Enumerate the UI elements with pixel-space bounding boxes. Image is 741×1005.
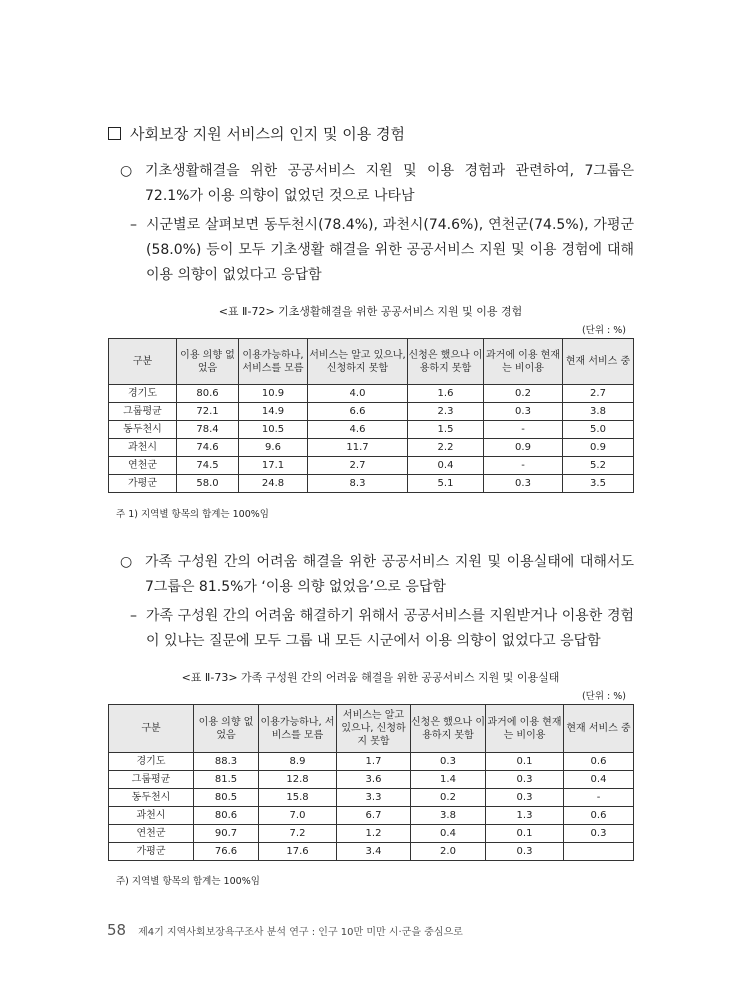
row-label-cell: 가평군 [109, 843, 194, 861]
table-cell: 2.3 [408, 403, 484, 421]
bullet-sub-1 [130, 213, 634, 288]
table-cell: 78.4 [177, 421, 239, 439]
table-cell: - [484, 457, 563, 475]
square-bullet-icon [108, 127, 121, 140]
table-cell: 0.3 [411, 753, 486, 771]
table-cell: 2.7 [308, 457, 408, 475]
table2-header: 이용 의향 없었음 [194, 705, 259, 753]
table-cell: 0.3 [484, 475, 563, 493]
table-cell: 24.8 [239, 475, 308, 493]
circle-bullet-icon: ○ [120, 554, 133, 570]
table-cell: 74.6 [177, 439, 239, 457]
row-label-cell: 연천군 [109, 457, 177, 475]
row-label-cell: 경기도 [109, 753, 194, 771]
table-row [109, 385, 634, 403]
table-cell: 4.6 [308, 421, 408, 439]
table-cell: 0.2 [411, 789, 486, 807]
section-title: 사회보장 지원 서비스의 인지 및 이용 경험 [130, 125, 405, 143]
table-cell: 3.3 [337, 789, 411, 807]
row-label-cell: 과천시 [109, 807, 194, 825]
table-cell: 6.6 [308, 403, 408, 421]
table-cell: 9.6 [239, 439, 308, 457]
section-heading [108, 123, 405, 144]
table-cell: 74.5 [177, 457, 239, 475]
table-cell: 0.3 [486, 771, 564, 789]
table-cell: 8.9 [259, 753, 337, 771]
row-label-cell: 동두천시 [109, 789, 194, 807]
table-cell: 58.0 [177, 475, 239, 493]
table-cell: 11.7 [308, 439, 408, 457]
table-cell: 3.6 [337, 771, 411, 789]
table-cell: 0.4 [564, 771, 634, 789]
row-label-cell: 가평군 [109, 475, 177, 493]
table-cell: 1.5 [408, 421, 484, 439]
table-cell: 0.1 [486, 825, 564, 843]
table-cell: 1.6 [408, 385, 484, 403]
table-cell: 8.3 [308, 475, 408, 493]
table2-header: 서비스는 알고 있으나, 신청하지 못함 [337, 705, 411, 753]
table1-header: 현재 서비스 중 [563, 339, 634, 385]
table-cell: 5.2 [563, 457, 634, 475]
table-cell: 12.8 [259, 771, 337, 789]
table-cell: - [484, 421, 563, 439]
table1-header: 구분 [109, 339, 177, 385]
page-footer [107, 921, 463, 939]
page-number: 58 [107, 921, 127, 939]
footer-text: 제4기 지역사회보장욕구조사 분석 연구 : 인구 10만 미만 시·군을 중심으로 [138, 927, 463, 938]
table-row [109, 457, 634, 475]
table1-header: 이용가능하나, 서비스를 모름 [239, 339, 308, 385]
table2-header: 신청은 했으나 이용하지 못함 [411, 705, 486, 753]
table2-header: 이용가능하나, 서비스를 모름 [259, 705, 337, 753]
bullet-sub-1-text: 시군별로 살펴보면 동두천시(78.4%), 과천시(74.6%), 연천군(74.5%), 가평군(58.0%) 등이 모두 기초생활 해결을 위한 공공서비스 지원 및 이용 경험에 대해 이용 의향이 없었다고 응답함 [146, 217, 634, 283]
bullet-main-2-text: 가족 구성원 간의 어려움 해결을 위한 공공서비스 지원 및 이용실태에 대해서도 7그룹은 81.5%가 ‘이용 의향 없었음’으로 응답함 [145, 554, 634, 595]
table-cell: 4.0 [308, 385, 408, 403]
table-cell: 0.2 [484, 385, 563, 403]
table-cell: 0.3 [486, 843, 564, 861]
bullet-sub-2 [130, 604, 634, 654]
table-cell: 10.5 [239, 421, 308, 439]
table-cell: 80.5 [194, 789, 259, 807]
table1-header: 서비스는 알고 있으나,신청하지 못함 [308, 339, 408, 385]
table-cell: 17.6 [259, 843, 337, 861]
table-row [109, 843, 634, 861]
table1-header: 신청은 했으나 이용하지 못함 [408, 339, 484, 385]
table-cell: 1.4 [411, 771, 486, 789]
table-cell: 0.1 [486, 753, 564, 771]
table1-caption: <표 Ⅱ-72> 기초생활해결을 위한 공공서비스 지원 및 이용 경험 [218, 305, 523, 318]
table-cell: 3.5 [563, 475, 634, 493]
table2-unit: (단위 : %) [581, 691, 626, 702]
table-row [109, 475, 634, 493]
row-label-cell: 연천군 [109, 825, 194, 843]
table-row [109, 403, 634, 421]
table-cell: 72.1 [177, 403, 239, 421]
table-cell: 7.0 [259, 807, 337, 825]
table-cell: 0.4 [408, 457, 484, 475]
table-cell: 14.9 [239, 403, 308, 421]
table-row [109, 771, 634, 789]
table1-header: 이용 의향 없었음 [177, 339, 239, 385]
table-cell: 90.7 [194, 825, 259, 843]
row-label-cell: 과천시 [109, 439, 177, 457]
table-cell: - [564, 789, 634, 807]
table-cell: 5.0 [563, 421, 634, 439]
bullet-main-1 [120, 159, 634, 209]
table-cell: 10.9 [239, 385, 308, 403]
circle-bullet-icon: ○ [120, 163, 133, 179]
table-row [109, 421, 634, 439]
table-cell: 0.6 [564, 807, 634, 825]
bullet-sub-2-text: 가족 구성원 간의 어려움 해결하기 위해서 공공서비스를 지원받거나 이용한 경험이 있냐는 질문에 모두 그룹 내 모든 시군에서 이용 의향이 없었다고 응답함 [146, 608, 634, 649]
row-label-cell: 그룹평균 [109, 403, 177, 421]
table2-header: 현재 서비스 중 [564, 705, 634, 753]
table-cell: 1.2 [337, 825, 411, 843]
table2-header: 과거에 이용 현재는 비이용 [486, 705, 564, 753]
table2 [108, 704, 634, 861]
table-row [109, 807, 634, 825]
table-cell: 3.8 [563, 403, 634, 421]
table-row [109, 439, 634, 457]
bullet-main-2 [120, 550, 634, 600]
table-row [109, 825, 634, 843]
table-cell: 6.7 [337, 807, 411, 825]
table2-note: 주) 지역별 항목의 합계는 100%임 [116, 876, 260, 887]
table-cell: 5.1 [408, 475, 484, 493]
table-cell: 88.3 [194, 753, 259, 771]
table-cell: 0.9 [484, 439, 563, 457]
row-label-cell: 동두천시 [109, 421, 177, 439]
table-cell: 0.6 [564, 753, 634, 771]
table-cell: 0.9 [563, 439, 634, 457]
table-cell: 76.6 [194, 843, 259, 861]
table-cell: 17.1 [239, 457, 308, 475]
bullet-main-1-text: 기초생활해결을 위한 공공서비스 지원 및 이용 경험과 관련하여, 7그룹은 72.1%가 이용 의향이 없었던 것으로 나타남 [145, 163, 634, 204]
table1 [108, 338, 634, 493]
table1-unit: (단위 : %) [581, 325, 626, 336]
table-cell: 0.3 [484, 403, 563, 421]
row-label-cell: 그룹평균 [109, 771, 194, 789]
table2-caption: <표 Ⅱ-73> 가족 구성원 간의 어려움 해결을 위한 공공서비스 지원 및 이용실태 [181, 671, 560, 684]
table-cell: 7.2 [259, 825, 337, 843]
table-cell [564, 843, 634, 861]
table-cell: 80.6 [194, 807, 259, 825]
table-cell: 0.3 [486, 789, 564, 807]
dash-bullet-icon: – [130, 608, 137, 624]
table-cell: 0.3 [564, 825, 634, 843]
table-cell: 2.7 [563, 385, 634, 403]
table2-header: 구분 [109, 705, 194, 753]
dash-bullet-icon: – [130, 217, 137, 233]
table-cell: 1.7 [337, 753, 411, 771]
table-cell: 1.3 [486, 807, 564, 825]
table-cell: 15.8 [259, 789, 337, 807]
table1-header: 과거에 이용 현재는 비이용 [484, 339, 563, 385]
table-cell: 3.8 [411, 807, 486, 825]
table-cell: 2.0 [411, 843, 486, 861]
table-cell: 80.6 [177, 385, 239, 403]
table-cell: 3.4 [337, 843, 411, 861]
table-row [109, 753, 634, 771]
row-label-cell: 경기도 [109, 385, 177, 403]
table-row [109, 789, 634, 807]
table-cell: 2.2 [408, 439, 484, 457]
table-cell: 0.4 [411, 825, 486, 843]
table1-note: 주 1) 지역별 항목의 합계는 100%임 [116, 509, 269, 520]
table-cell: 81.5 [194, 771, 259, 789]
